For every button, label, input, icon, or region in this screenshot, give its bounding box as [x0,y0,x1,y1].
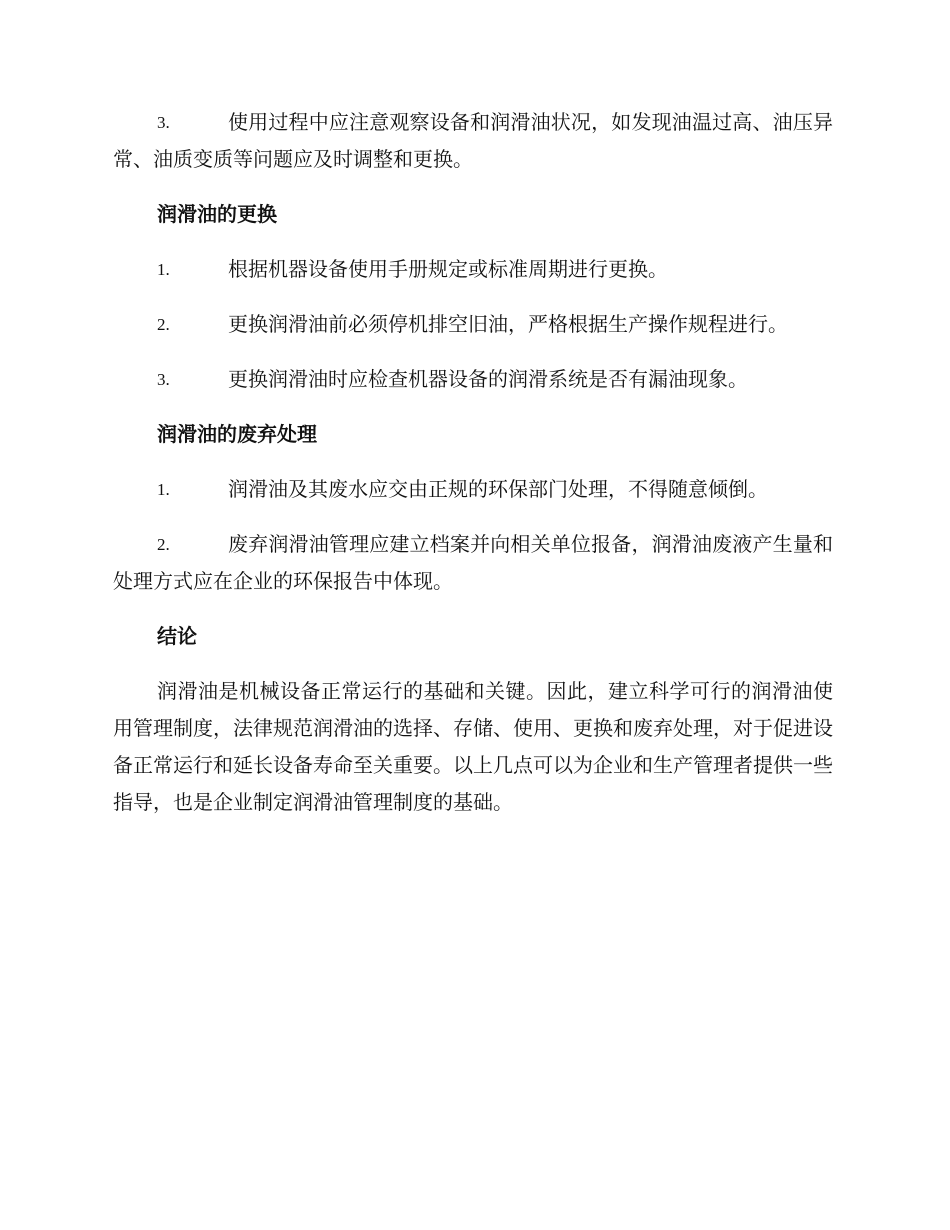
item-number: 1. [157,480,170,499]
list-item [113,306,833,343]
item-number: 1. [157,260,170,279]
item-text: 润滑油及其废水应交由正规的环保部门处理，不得随意倾倒。 [228,477,768,501]
conclusion-paragraph: 润滑油是机械设备正常运行的基础和关键。因此，建立科学可行的润滑油使用管理制度，法律规范润滑油的选择、存储、使用、更换和废弃处理，对于促进设备正常运行和延长设备寿命至关重要。以上几点可以为企业和生产管理者提供一些指导，也是企业制定润滑油管理制度的基础。 [113,679,833,814]
item-number: 2. [157,535,170,554]
section-heading-replacement: 润滑油的更换 [157,202,277,226]
list-item [113,361,833,398]
item-text: 更换润滑油时应检查机器设备的润滑系统是否有漏油现象。 [228,367,748,391]
list-item [113,471,833,508]
section-heading-disposal: 润滑油的废弃处理 [157,422,317,446]
list-item [113,251,833,288]
item-text: 使用过程中应注意观察设备和润滑油状况，如发现油温过高、油压异常、油质变质等问题应及时调整和更换。 [113,110,833,171]
list-item [113,104,833,178]
item-text: 更换润滑油前必须停机排空旧油，严格根据生产操作规程进行。 [228,312,788,336]
section-heading-conclusion: 结论 [157,624,197,648]
item-text: 废弃润滑油管理应建立档案并向相关单位报备，润滑油废液产生量和处理方式应在企业的环保报告中体现。 [113,532,833,593]
item-number: 2. [157,315,170,334]
item-number: 3. [157,370,170,389]
list-item [113,526,833,600]
document-body [113,104,833,821]
item-number: 3. [157,113,170,132]
item-text: 根据机器设备使用手册规定或标准周期进行更换。 [228,257,668,281]
